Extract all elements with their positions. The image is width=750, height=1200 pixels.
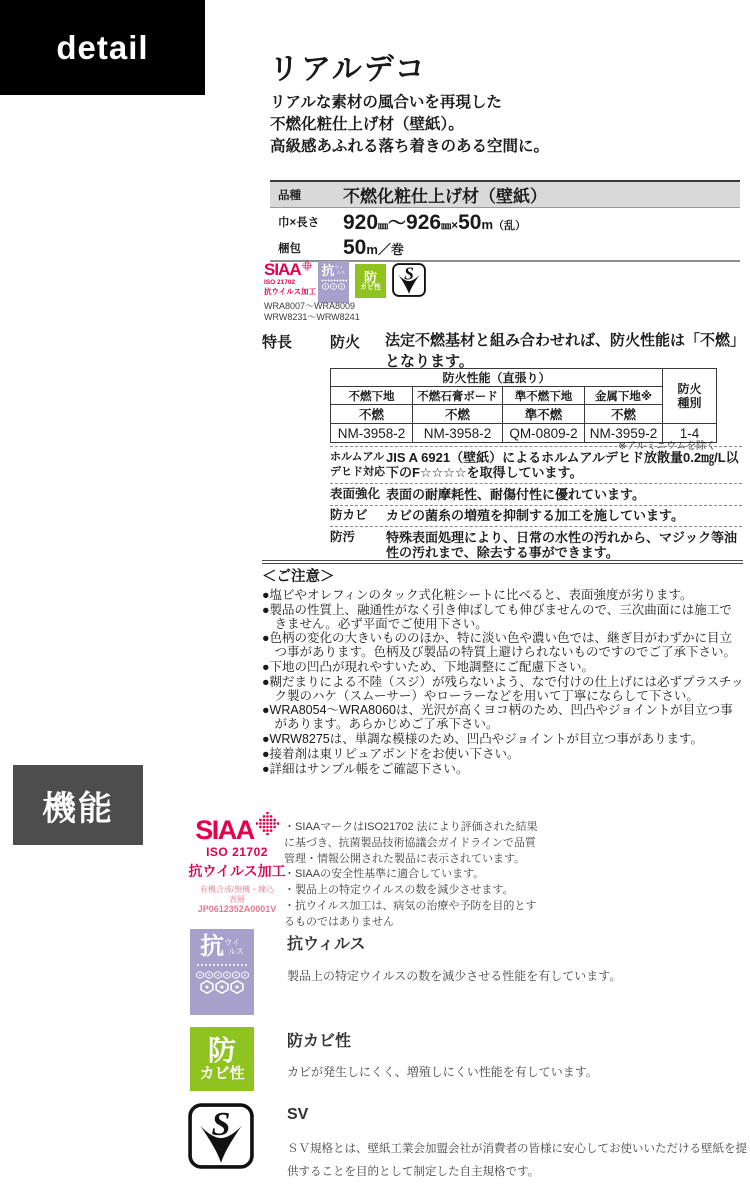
spec-kind-value: 不燃化粧仕上げ材（壁紙） <box>343 187 547 206</box>
spec-size-value: 920㎜〜926㎜×50m（乱） <box>343 210 527 234</box>
notes-heading: ＜ご注意＞ <box>262 569 335 585</box>
substrate-cell: 不燃石膏ボード <box>413 387 503 405</box>
performance-cell: 不燃 <box>331 405 413 424</box>
feature-row-label: ホルムアルデヒド対応 <box>330 450 385 478</box>
virus-icon <box>241 971 249 979</box>
fire-feature-text: 法定不燃基材と組み合わせれば、防火性能は「不燃」となります。 <box>385 332 746 370</box>
notes-section <box>262 565 744 777</box>
spec-row-kind <box>270 182 740 208</box>
spec-label: 梱包 <box>278 242 301 255</box>
substrate-cell: 準不燃下地 <box>503 387 585 405</box>
note-item: ●塩ビやオレフィンのタック式化粧シートに比べると、表面強度が劣ります。 <box>262 588 693 602</box>
spec-table <box>270 180 740 262</box>
feature-row-text: 表面の耐摩耗性、耐傷付性に優れています。 <box>386 486 645 502</box>
fire-performance-table <box>330 368 717 443</box>
feature-row-text: 特殊表面処理により、日常の水性の汚れから、マジック等油性の汚れまで、除去する事ができます。 <box>386 529 738 560</box>
fire-kind-value: 1-4 <box>663 424 717 443</box>
virus-icon <box>200 980 214 994</box>
virus-icons <box>322 283 345 290</box>
description-line: 高級感あふれる落ち着きのある空間に。 <box>270 138 550 155</box>
fire-table-header: 防火性能（直張り） <box>331 369 663 387</box>
siaa-bullet: ・抗ウイルス加工は、病気の治療や予防を目的とするものではありません <box>284 899 537 928</box>
virus-icon <box>322 283 329 290</box>
note-item: ●製品の性質上、融通性がなく引き伸ばしても伸びませんので、三次曲面には施工できません。必ず平面でご使用下さい。 <box>262 602 732 631</box>
function-item-text: カビが発生しにくく、増殖しにくい性能を有しています。 <box>287 1065 598 1079</box>
feature-row <box>330 484 742 506</box>
siaa-arrow-icon <box>256 812 279 835</box>
performance-cell: 不燃 <box>585 405 663 424</box>
feature-row <box>330 446 742 484</box>
sv-badge-icon <box>392 261 426 299</box>
cert-code-cell: NM-3958-2 <box>331 424 413 443</box>
cert-code-cell: QM-0809-2 <box>503 424 585 443</box>
functions-section-label: 機能 <box>42 789 114 828</box>
fire-table-note: ※アルミニウムを除く <box>618 441 716 452</box>
virus-icon <box>223 971 231 979</box>
spec-label: 巾×長さ <box>278 216 320 229</box>
note-item: ●詳細はサンプル帳をご確認下さい。 <box>262 761 469 776</box>
product-description <box>270 92 549 158</box>
anti-virus-badge: 抗 ウイ ルス <box>318 261 349 303</box>
fire-kind-header: 防火種別 <box>663 369 717 424</box>
dots-pattern <box>321 279 347 282</box>
virus-icons-large <box>200 980 244 994</box>
virus-icon <box>196 971 204 979</box>
features-section-label: 特長 <box>262 334 293 351</box>
spec-row-packing <box>270 235 740 260</box>
spec-label: 品種 <box>278 189 301 202</box>
function-item-text: ＳＶ規格とは、壁紙工業会加盟会社が消費者の皆様に安心してお使いいただける壁紙を提供することを目的として制定した自主規格です。 <box>287 1143 747 1178</box>
note-item: ●WRW8275は、単調な模様のため、凹凸やジョイントが目立つ事があります。 <box>262 731 704 746</box>
page-title: リアルデコ <box>269 53 427 86</box>
feature-row-text: JIS A 6921（壁紙）によるホルムアルデヒド放散量0.2㎎/L以下のF☆☆☆☆を取得しています。 <box>386 449 739 480</box>
substrate-cell: 不燃下地 <box>331 387 413 405</box>
siaa-cert-number: JP0612352A0001V <box>197 904 277 914</box>
siaa-logo-text: SIAA <box>195 815 254 845</box>
function-item-title: SV <box>287 1106 309 1123</box>
cert-code-cell: NM-3958-2 <box>413 424 503 443</box>
virus-icon <box>232 971 240 979</box>
feature-row-label: 表面強化 <box>330 486 381 501</box>
feature-row-label: 防汚 <box>330 529 356 544</box>
substrate-cell: 金属下地※ <box>585 387 663 405</box>
spec-packing-value: 50m／巻 <box>343 235 404 259</box>
siaa-bullet: ・SIAAマークはISO21702 法により評価された結果に基づき、抗菌製品技術協議会ガイドラインで品質管理・情報公開された製品に表示されています。 <box>284 821 538 865</box>
siaa-material-label: 有機合成/無機・練込 表層 <box>199 885 275 904</box>
functions-section-header <box>13 765 143 845</box>
function-item-title: 抗ウィルス <box>287 936 366 953</box>
siaa-badge <box>264 260 317 297</box>
virus-icon <box>215 980 229 994</box>
certification-badges <box>264 261 426 303</box>
detail-tab <box>0 0 205 95</box>
dots-pattern <box>196 963 248 968</box>
function-item-title: 防カビ性 <box>287 1033 352 1050</box>
virus-icon <box>214 971 222 979</box>
note-item: ●下地の凹凸が現れやすいため、下地調整にご配慮下さい。 <box>262 659 595 674</box>
virus-icon <box>338 283 345 290</box>
virus-icon <box>330 283 337 290</box>
spec-row-size <box>270 208 740 235</box>
siaa-bullet: ・製品上の特定ウイルスの数を減少させます。 <box>284 884 514 897</box>
anti-mold-badge: 防 カビ性 <box>355 264 386 298</box>
performance-cell: 不燃 <box>413 405 503 424</box>
feature-row <box>330 527 742 563</box>
siaa-iso-label: ISO 21702 <box>206 845 268 859</box>
siaa-iso-label: ISO 21702 <box>264 279 296 286</box>
section-divider <box>262 560 743 564</box>
feature-row <box>330 506 742 528</box>
notes-list <box>262 589 744 776</box>
function-item-text: 製品上の特定ウイルスの数を減少させる性能を有しています。 <box>287 969 622 983</box>
siaa-arrow-icon <box>302 258 312 273</box>
siaa-description <box>284 820 538 931</box>
fire-feature-label: 防火 <box>330 334 361 351</box>
description-line: リアルな素材の風合いを再現した <box>270 94 502 111</box>
siaa-function-logo <box>186 817 288 915</box>
note-item: ●糊だまりによる不陸（スジ）が残らないよう、なで付けの仕上げには必ずプラスチック製のハケ（スムーサー）やローラーなどを用いて丁寧にならして下さい。 <box>262 674 744 703</box>
performance-cell: 準不燃 <box>503 405 585 424</box>
product-code-range: WRA8007〜WRA8009 WRW8231〜WRW8241 <box>264 301 360 322</box>
feature-row-text: カビの菌糸の増殖を抑制する加工を施しています。 <box>386 508 684 523</box>
siaa-logo-text: SIAA <box>264 260 301 279</box>
virus-icons-small <box>196 971 249 979</box>
feature-rows <box>330 446 742 563</box>
sv-badge-icon <box>188 1103 254 1169</box>
description-line: 不燃化粧仕上げ材（壁紙）。 <box>270 116 464 133</box>
note-item: ●WRA8054〜WRA8060は、光沢が高くヨコ柄のため、凹凸やジョイントが目立つ事があります。あらかじめご了承下さい。 <box>262 703 733 732</box>
virus-icon <box>230 980 244 994</box>
detail-tab-label: detail <box>56 28 149 66</box>
note-item: ●色柄の変化の大きいもののほか、特に淡い色や濃い色では、継ぎ目がわずかに目立つ事があります。色柄及び製品の特質上避けられないものですのでご了承下さい。 <box>262 631 737 660</box>
cert-code-cell: NM-3959-2 <box>585 424 663 443</box>
note-item: ●接着剤は東リピュアボンドをお使い下さい。 <box>262 746 520 761</box>
siaa-process-label: 抗ウイルス加工 <box>264 287 317 296</box>
anti-mold-badge: 防 カビ性 <box>190 1027 254 1091</box>
virus-icon <box>205 971 213 979</box>
siaa-process-label: 抗ウイルス加工 <box>188 863 286 879</box>
anti-virus-badge: 抗 ウイ ルス <box>190 929 254 1015</box>
feature-row-label: 防カビ <box>330 508 368 522</box>
siaa-bullet: ・SIAAの安全性基準に適合しています。 <box>284 868 485 881</box>
